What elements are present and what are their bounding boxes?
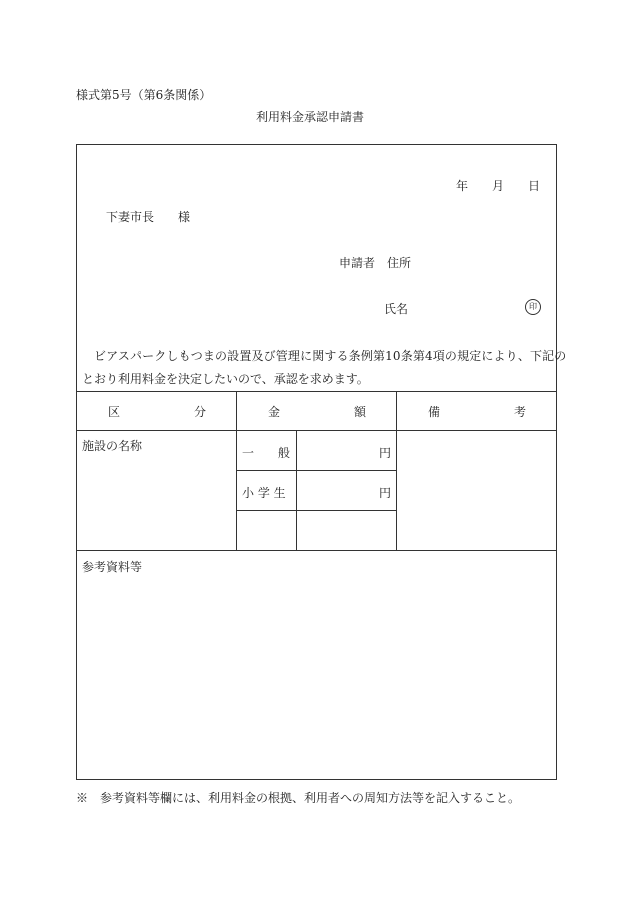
fee-type-general-label: 一 般 <box>242 446 290 460</box>
addressee-honorific: 様 <box>178 210 191 224</box>
header-amount-char-1: 金 <box>268 405 281 419</box>
fee-unit-elementary: 円 <box>379 486 392 500</box>
header-category-char-1: 区 <box>108 405 121 419</box>
header-category <box>108 403 206 420</box>
fee-type-general <box>242 444 290 461</box>
fee-type-elementary-label: 小 学 生 <box>242 486 286 500</box>
header-amount <box>268 403 366 420</box>
seal-mark: 印 <box>525 299 541 315</box>
fee-unit-general: 円 <box>379 446 392 460</box>
applicant-name-label: 氏名 <box>384 302 409 316</box>
fee-type-elementary <box>242 484 290 501</box>
facility-name-label: 施設の名称 <box>82 439 143 453</box>
date-month: 月 <box>492 179 505 193</box>
applicant-label: 申請者 <box>339 256 376 270</box>
header-amount-char-2: 額 <box>353 405 366 419</box>
reference-materials-label: 参考資料等 <box>82 560 143 574</box>
applicant-address-label: 住所 <box>387 256 412 270</box>
document-title: 利用料金承認申請書 <box>256 110 365 124</box>
body-text-line-2: とおり利用料金を決定したいので、承認を求めます。 <box>82 372 369 386</box>
header-remarks <box>428 403 526 420</box>
header-remarks-char-1: 備 <box>428 405 441 419</box>
addressee <box>106 208 190 225</box>
header-category-char-2: 分 <box>193 405 206 419</box>
applicant-address-line <box>339 254 411 271</box>
body-text-line-1: ビアスパークしもつまの設置及び管理に関する条例第10条第4項の規定により、下記の <box>94 349 567 363</box>
addressee-name: 下妻市長 <box>106 210 155 224</box>
header-remarks-char-2: 考 <box>513 405 526 419</box>
date-day: 日 <box>528 179 541 193</box>
form-number: 様式第5号（第6条関係） <box>76 88 212 102</box>
footnote: ※ 参考資料等欄には、利用料金の根拠、利用者への周知方法等を記入すること。 <box>76 791 521 805</box>
date-year: 年 <box>456 179 469 193</box>
